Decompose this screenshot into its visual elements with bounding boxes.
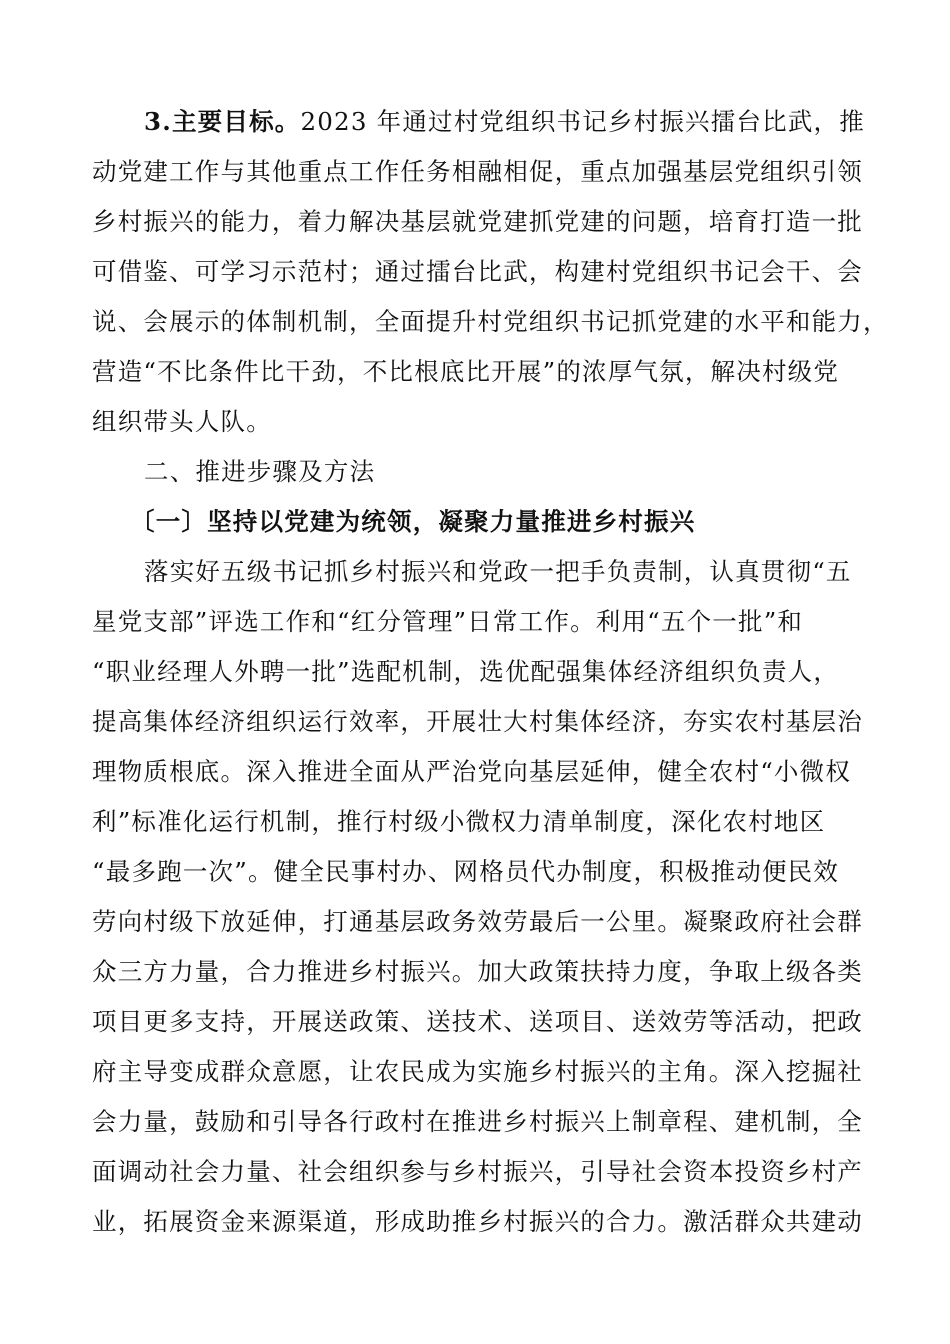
paragraph-line: 理物质根底。深入推进全面从严治党向基层延伸，健全农村“小微权 (92, 757, 852, 786)
paragraph-lead: 3.主要目标。 (144, 107, 301, 136)
paragraph-line: 可借鉴、可学习示范村；通过擂台比武，构建村党组织书记会干、会 (92, 257, 863, 286)
paragraph-line: 营造“不比条件比干劲，不比根底比开展”的浓厚气氛，解决村级党 (92, 357, 840, 386)
paragraph-line (144, 96, 924, 148)
paragraph-line: 府主导变成群众意愿，让农民成为实施乡村振兴的主角。深入挖掘社 (92, 1057, 863, 1086)
paragraph-line: 面调动社会力量、社会组织参与乡村振兴，引导社会资本投资乡村产 (92, 1157, 863, 1186)
subsection-heading: 〔一〕坚持以党建为统领，凝聚力量推进乡村振兴 (130, 507, 696, 536)
paragraph-line: “职业经理人外聘一批”选配机制，选优配强集体经济组织负责人， (92, 657, 840, 686)
paragraph-line: 业，拓展资金来源渠道，形成助推乡村振兴的合力。激活群众共建动 (92, 1207, 863, 1236)
paragraph-line: 星党支部”评选工作和“红分管理”日常工作。利用“五个一批”和 (92, 607, 804, 636)
paragraph-text: 2023 年通过村党组织书记乡村振兴擂台比武，推 (300, 107, 865, 136)
paragraph-line: 说、会展示的体制机制，全面提升村党组织书记抓党建的水平和能力， (92, 307, 889, 336)
paragraph-line: 众三方力量，合力推进乡村振兴。加大政策扶持力度，争取上级各类 (92, 957, 863, 986)
paragraph-line: 会力量，鼓励和引导各行政村在推进乡村振兴上制章程、建机制，全 (92, 1107, 863, 1136)
paragraph-line: 落实好五级书记抓乡村振兴和党政一把手负责制，认真贯彻“五 (144, 557, 852, 586)
paragraph-line: 项目更多支持，开展送政策、送技术、送项目、送效劳等活动，把政 (92, 1007, 863, 1036)
paragraph-line: 利”标准化运行机制，推行村级小微权力清单制度，深化农村地区 (92, 807, 826, 836)
paragraph-line: 劳向村级下放延伸，打通基层政务效劳最后一公里。凝聚政府社会群 (92, 907, 863, 936)
section-heading: 二、推进步骤及方法 (144, 457, 376, 486)
paragraph-line: 动党建工作与其他重点工作任务相融相促，重点加强基层党组织引领 (92, 157, 863, 186)
paragraph-line: “最多跑一次”。健全民事村办、网格员代办制度，积极推动便民效 (92, 857, 840, 886)
paragraph-line: 乡村振兴的能力，着力解决基层就党建抓党建的问题，培育打造一批 (92, 207, 863, 236)
paragraph-line: 组织带头人队。 (92, 407, 272, 436)
paragraph-line: 提高集体经济组织运行效率，开展壮大村集体经济，夯实农村基层治 (92, 707, 863, 736)
